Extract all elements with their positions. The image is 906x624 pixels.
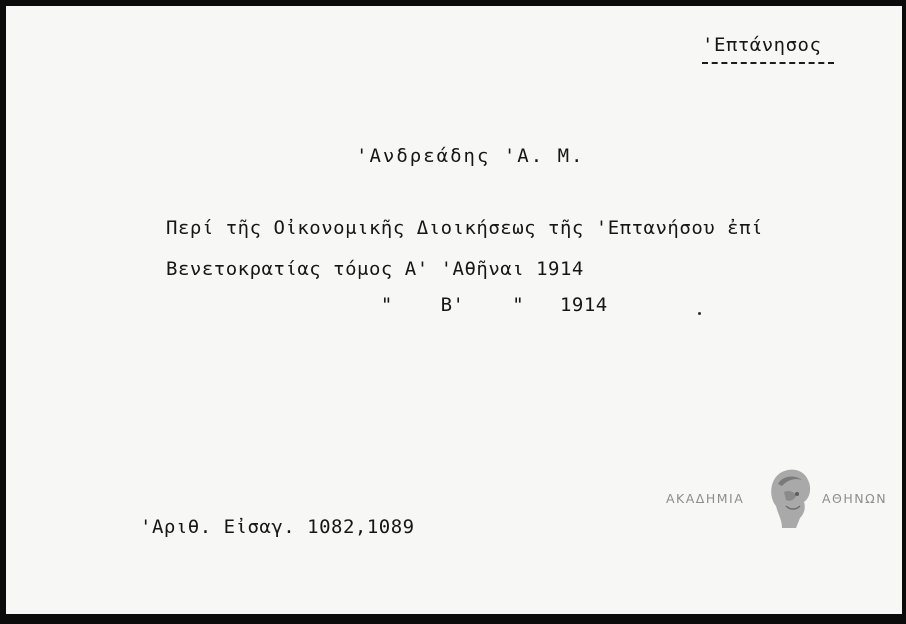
title-line-3: " Β' " 1914	[166, 294, 608, 316]
stamp-athens-text: ΑΘΗΝΩΝ	[822, 491, 888, 506]
stray-dot	[698, 312, 701, 315]
heading-underline	[702, 62, 834, 64]
title-line-2: Βενετοκρατίας τόμος Α' 'Αθῆναι 1914	[166, 258, 584, 280]
stamp-academy-text: ΑΚΑΔΗΜΙΑ	[666, 491, 745, 506]
accession-number: 'Αριθ. Εἰσαγ. 1082,1089	[140, 516, 415, 538]
athena-head-icon	[764, 466, 814, 530]
author-name: 'Ανδρεάδης 'Α. Μ.	[356, 145, 585, 167]
title-line-1: Περί τῆς Οἰκονομικῆς Διοικήσεως τῆς 'Επτανήσου ἐπί	[166, 217, 763, 239]
section-heading: 'Επτάνησος	[702, 34, 822, 56]
